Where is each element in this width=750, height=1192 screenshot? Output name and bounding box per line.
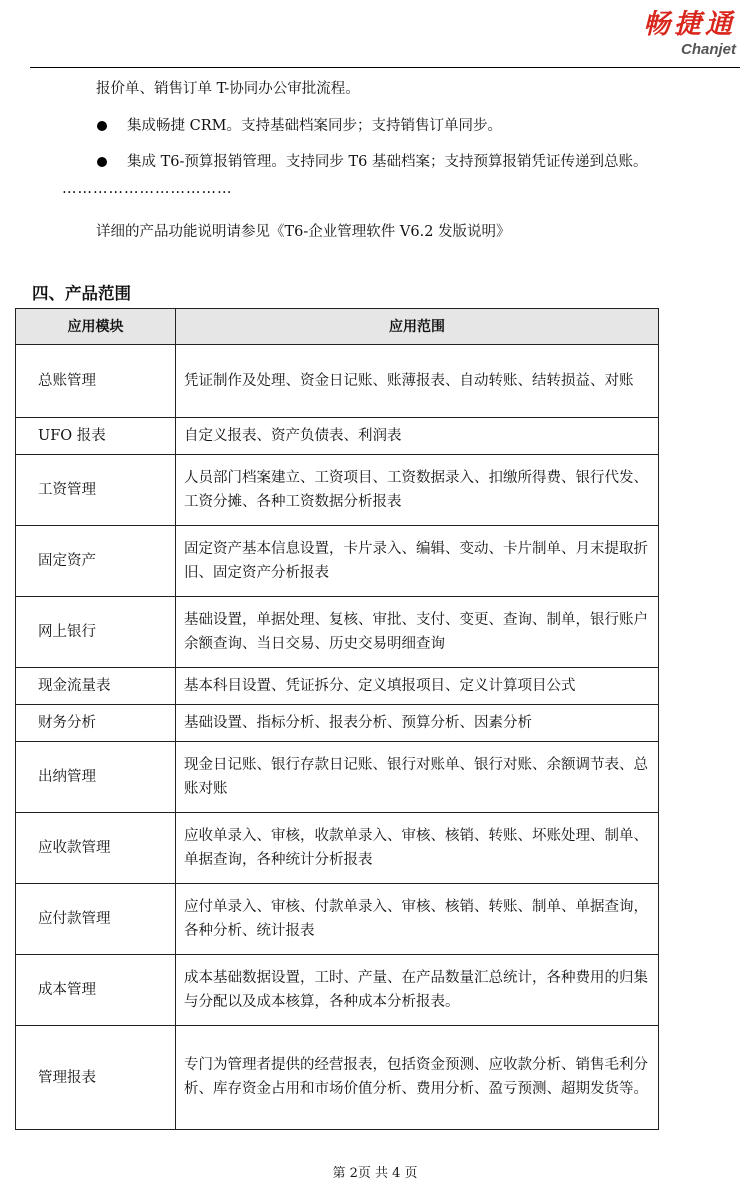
module-cell: 成本管理 [16, 955, 176, 1026]
table-row [16, 742, 659, 813]
scope-cell: 应收单录入、审核，收款单录入、审核、核销、转账、坏账处理、制单、单据查询，各种统计分析报表 [176, 813, 659, 884]
table-row [16, 705, 659, 742]
ellipsis-line: …………………………… [62, 181, 233, 197]
logo-chinese-text: 畅捷通 [643, 9, 736, 40]
table-row [16, 668, 659, 705]
bullet-icon [97, 121, 107, 131]
bullet-icon [97, 157, 107, 167]
module-cell: 应收款管理 [16, 813, 176, 884]
scope-cell: 自定义报表、资产负债表、利润表 [176, 418, 659, 455]
header-module: 应用模块 [16, 309, 176, 345]
header-divider [30, 67, 740, 68]
module-cell: 现金流量表 [16, 668, 176, 705]
scope-cell: 基础设置，单据处理、复核、审批、支付、变更、查询、制单，银行账户余额查询、当日交易、历史交易明细查询 [176, 597, 659, 668]
reference-note: 详细的产品功能说明请参见《T6-企业管理软件 V6.2 发版说明》 [96, 224, 511, 240]
section-title: 四、产品范围 [32, 284, 131, 303]
module-cell: 固定资产 [16, 526, 176, 597]
scope-cell: 凭证制作及处理、资金日记账、账薄报表、自动转账、结转损益、对账 [176, 345, 659, 418]
table-row [16, 455, 659, 526]
module-cell: 管理报表 [16, 1026, 176, 1130]
module-cell: 工资管理 [16, 455, 176, 526]
table-row [16, 884, 659, 955]
module-cell: 财务分析 [16, 705, 176, 742]
module-cell: 网上银行 [16, 597, 176, 668]
module-cell: 应付款管理 [16, 884, 176, 955]
bullet-item-budget: 集成 T6-预算报销管理。支持同步 T6 基础档案；支持预算报销凭证传递到总账。 [127, 154, 648, 170]
scope-cell: 基础设置、指标分析、报表分析、预算分析、因素分析 [176, 705, 659, 742]
product-scope-table [15, 308, 659, 1130]
scope-cell: 现金日记账、银行存款日记账、银行对账单、银行对账、余额调节表、总账对账 [176, 742, 659, 813]
module-cell: 总账管理 [16, 345, 176, 418]
chanjet-logo [616, 10, 736, 58]
intro-continuation: 报价单、销售订单 T-协同办公审批流程。 [96, 81, 360, 97]
table-row [16, 597, 659, 668]
scope-cell: 应付单录入、审核、付款单录入、审核、核销、转账、制单、单据查询，各种分析、统计报表 [176, 884, 659, 955]
module-cell: 出纳管理 [16, 742, 176, 813]
table-row [16, 1026, 659, 1130]
scope-cell: 成本基础数据设置，工时、产量、在产品数量汇总统计，各种费用的归集与分配以及成本核算，各种成本分析报表。 [176, 955, 659, 1026]
table-row [16, 345, 659, 418]
scope-cell: 基本科目设置、凭证拆分、定义填报项目、定义计算项目公式 [176, 668, 659, 705]
scope-cell: 固定资产基本信息设置，卡片录入、编辑、变动、卡片制单、月末提取折旧、固定资产分析报表 [176, 526, 659, 597]
table-row [16, 813, 659, 884]
table-header-row [16, 309, 659, 345]
table-row [16, 418, 659, 455]
module-cell: UFO 报表 [16, 418, 176, 455]
table-row [16, 526, 659, 597]
bullet-item-crm: 集成畅捷 CRM。支持基础档案同步；支持销售订单同步。 [127, 118, 502, 134]
scope-cell: 专门为管理者提供的经营报表，包括资金预测、应收款分析、销售毛利分析、库存资金占用和市场价值分析、费用分析、盈亏预测、超期发货等。 [176, 1026, 659, 1130]
logo-english-text: Chanjet [680, 41, 736, 58]
scope-cell: 人员部门档案建立、工资项目、工资数据录入、扣缴所得费、银行代发、工资分摊、各种工资数据分析报表 [176, 455, 659, 526]
table-row [16, 955, 659, 1026]
header-scope: 应用范围 [176, 309, 659, 345]
page-number-footer: 第 2页 共 4 页 [332, 1166, 418, 1181]
